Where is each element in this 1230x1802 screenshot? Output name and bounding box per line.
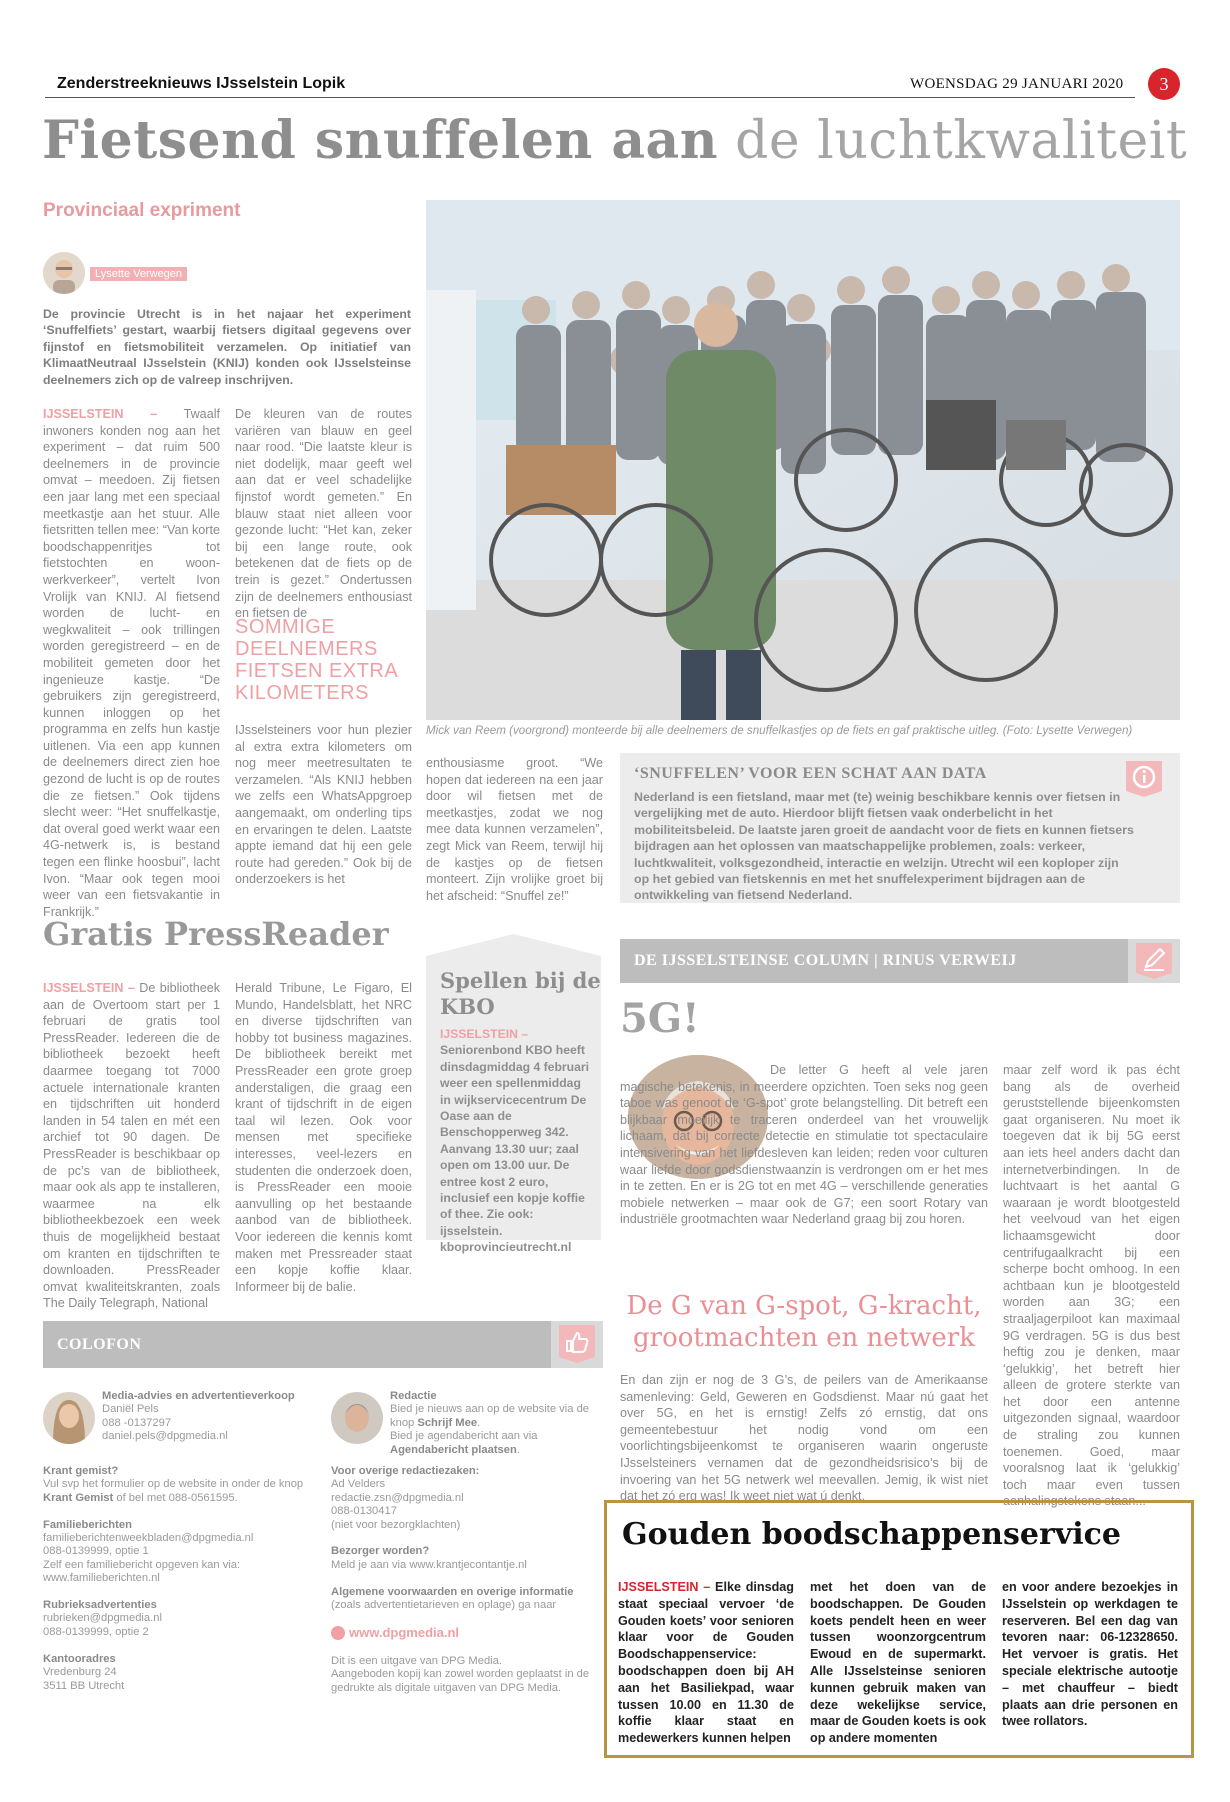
- kbo-dateline: IJSSELSTEIN –: [440, 1027, 529, 1041]
- info-icon: [1122, 757, 1166, 801]
- page-number: 3: [1148, 68, 1180, 100]
- kbo-title: Spellen bij de KBO: [440, 968, 601, 1019]
- agendabericht-link[interactable]: Agendabericht plaatsen: [390, 1443, 517, 1456]
- overige-note: (niet voor bezorgklachten): [331, 1518, 461, 1531]
- column-paragraph-2: En dan zijn er nog de 3 G’s, de peilers van de Amerikaanse samenleving: Geld, Geweren en Godsdienst. Maar nú gaat het over 5G, en het is ernstig! Zelfs zó ernstig, dat ons gemeentebestuur het nodig vond om een voorlichtingsbijeenkomst te organiseren waarin ongeruste IJsselsteiners vernamen dat de gezondheidsrisico’s bij de invoering van het 5G netwerk wel meevallen. Jemig, ik wist niet dat het zó erg was! Ik weet niet wat ú denkt,: [620, 1373, 988, 1504]
- lead-photo: [426, 200, 1180, 720]
- gouden-column-1: [618, 1579, 794, 1747]
- gouden-col1-text: Elke dinsdag staat speciaal vervoer ‘de Gouden koets’ voor senioren klaar voor de Gouden Boodschappenservice: boodschappen doen bij AH aan het Basiliekpad, waar tussen 10.00 en 11.30 de koffie klaar staat en medewerkers kunnen helpen: [618, 1580, 795, 1746]
- gouden-dateline: IJSSELSTEIN –: [618, 1580, 711, 1594]
- media-heading: Media-advies en advertentieverkoop: [102, 1390, 295, 1402]
- kantooradres-street: Vredenburg 24: [43, 1666, 117, 1679]
- redactie-block: Redactie Bied je nieuws aan op de website via de knop Schrijf Mee. Bied je agendabericht aan via Agendabericht plaatsen.: [390, 1390, 590, 1456]
- krant-gemist-heading: Krant gemist?: [43, 1465, 119, 1477]
- column-bar-title: DE IJSSELSTEINSE COLUMN | RINUS VERWEIJ: [634, 952, 1017, 969]
- colofon-title: COLOFON: [57, 1336, 142, 1353]
- media-name: Daniël Pels: [102, 1403, 159, 1416]
- voorwaarden-heading: Algemene voorwaarden en overige informatie: [331, 1585, 574, 1598]
- column-title: 5G!: [620, 995, 700, 1042]
- kantooradres-heading: Kantooradres: [43, 1652, 116, 1665]
- issue-date: WOENSDAG 29 JANUARI 2020: [910, 76, 1124, 92]
- media-advice-block: [102, 1390, 302, 1444]
- redactie-text-1: Bied je nieuws aan op de website via de knop: [390, 1403, 590, 1429]
- headline-bold: Fietsend snuffelen aan: [42, 110, 719, 171]
- headline-light: de luchtkwaliteit: [735, 111, 1188, 171]
- intro-paragraph: De provincie Utrecht is in het najaar het experiment ‘Snuffelfiets’ gestart, waarbij fietsers digitaal gegevens over fijnstof en fietsmobiliteit verzamelen. Op initiatief van KlimaatNeutraal IJsselstein (KNIJ) konden ook IJsselsteinse deelnemers zich op de valreep inschrijven.: [43, 307, 411, 387]
- editor-photo: [331, 1392, 383, 1444]
- info-box-title: ‘SNUFFELEN’ VOOR EEN SCHAT AAN DATA: [634, 765, 987, 782]
- colofon-left: [43, 1465, 323, 1693]
- gouden-box: [604, 1500, 1194, 1758]
- pressreader-column-1: [43, 980, 220, 1312]
- rubrieks-phone: 088-0139999, optie 2: [43, 1625, 149, 1638]
- overige-email[interactable]: redactie.zsn@dpgmedia.nl: [331, 1491, 464, 1504]
- footer-text-2: Aangeboden kopij kan zowel worden geplaatst in de gedrukte als digitale uitgaven van DPG Media.: [331, 1668, 590, 1694]
- pencil-icon: [1128, 939, 1180, 983]
- column-bar: [620, 939, 1180, 983]
- kicker: Provinciaal expriment: [43, 200, 241, 221]
- column-paragraph-3: maar zelf word ik pas écht bang als de overheid geruststellende bijeenkomsten gaat organiseren. Nu moet ik toegeven dat ik bij 5G eerst aan iets heel anders dacht dan internetverbindingen. In de luchtvaart is het aantal G waaraan je wordt blootgesteld het veelvoud van het eigen lichaamsgewicht door centrifugaalkracht bij een scherpe bocht omhoog. In een achtbaan kun je blootgesteld worden aan 3G; een straaljagerpiloot kan maximaal 9G verdragen. 5G is dus best heftig zou je denken, maar ‘gelukkig’, het betreft hier alleen de grotere sterkte van het door een antenne uitgezonden signaal, waardoor de straling zou kunnen toenemen. Goed, maar vooralsnog laat ik ‘gelukkig’ toch maar even tussen aanhalingstekens staan...: [1003, 1063, 1180, 1509]
- schrijf-mee-link[interactable]: Schrijf Mee: [417, 1416, 478, 1429]
- redactie-heading: Redactie: [390, 1390, 437, 1402]
- redactie-text-2: Bied je agendabericht aan via: [390, 1430, 538, 1443]
- globe-icon: [331, 1626, 345, 1640]
- krant-gemist-phone: of bel met 088-0561595.: [116, 1491, 238, 1504]
- bezorger-text: Meld je aan via www.krantjecontantje.nl: [331, 1558, 527, 1571]
- kbo-body: Seniorenbond KBO heeft dinsdagmiddag 4 februari weer een spellenmiddag in wijkservicecentrum De Oase aan de Benschopperweg 342. Aanvang 13.30 uur; zaal open om 13.00 uur. De entree kost 2 euro, inclusief een kopje koffie of thee. Zie ook: ijsselstein. kboprovincieutrecht.nl: [440, 1043, 589, 1255]
- main-headline: [42, 110, 1187, 171]
- column-paragraph-1: De letter G heeft al vele jaren magische betekenis, in meerdere opzichten. Toen seks nog geen taboe was genoot de ‘G-spot’ grote belangstelling. Dit betreft een blijkbaar moeilijk te traceren onderdeel van het vrouwelijk lichaam, dat bij correcte detectie en stimulatie tot spectaculaire intensivering van het liefdesleven kan leiden; reden voor culturen waar liefde door godsdienstwaanzin is verdrongen om er het mes in te zetten. En er is 2G tot en met 4G – verschillende generaties mobiele netwerken – maar ook de G7; een soort Rotary van industriële grootmachten waar Nederland graag bij zou horen.: [620, 1063, 988, 1227]
- colofon-bar: [43, 1321, 603, 1368]
- lead-column-2a: De kleuren van de routes variëren van blauw en geel naar rood. “Die laatste kleur is niet dodelijk, maar geeft wel aan dat er veel schadelijke fijnstof wordt gemeten.” En blauw staat niet alleen voor gezonde lucht: “Het kan, zeker bij een lange route, ook betekenen dat de fiets op de trein is gezet.” Ondertussen zijn de deelnemers enthousiast en fietsen de: [235, 407, 412, 621]
- lead-column-1: [43, 406, 220, 920]
- familieberichten-phone: 088-0139999, optie 1: [43, 1545, 149, 1558]
- familieberichten-note: Zelf een familiebericht opgeven kan via:: [43, 1558, 241, 1571]
- pressreader-dateline: IJSSELSTEIN –: [43, 981, 135, 995]
- pressreader-column-2: Herald Tribune, Le Figaro, El Mundo, Handelsblatt, het NRC en diverse tijdschriften van hobby tot business magazines. De bibliotheek bereikt met PressReader een grote groep anderstaligen, die graag een krant of tijdschrift in de eigen taal wil lezen. Ook voor mensen met specifieke interesses, veel-lezers en studenten die onderzoek doen, is PressReader een mooie aanvulling op het bestaande aanbod van de bibliotheek. Voor iedereen die kennis komt maken met Pressreader staat een kopje koffie klaar. Informeer bij de balie.: [235, 981, 412, 1294]
- dateline: IJSSELSTEIN –: [43, 407, 158, 421]
- gouden-title: Gouden boodschappenservice: [622, 1517, 1121, 1552]
- photo-caption: Mick van Reem (voorgrond) monteerde bij alle deelnemers de snuffelkastjes op de fiets en gaf praktische uitleg. (Foto: Lysette Verwegen): [426, 724, 1133, 737]
- info-box: [620, 753, 1180, 903]
- footer-text-1: Dit is een uitgave van DPG Media.: [331, 1654, 503, 1667]
- pressreader-col1-text: De bibliotheek aan de Overtoom start per 1 februari de gratis tool PressReader. Iedereen die de bibliotheek bezoekt heeft daarmee toegang tot 7000 actuele internationale kranten en tijdschriften uit honderd landen in 54 talen en mét een archief tot 90 dagen. De PressReader is beschikbaar op de pc’s van de bibliotheek, maar ook als app te installeren, waarmee na elk bibliotheekbezoek een week thuis de mogelijkheid bestaat om kranten en tijdschriften te downloaden. PressReader omvat kwaliteitskranten, zoals The Daily Telegraph, National: [43, 981, 221, 1311]
- bezorger-heading: Bezorger worden?: [331, 1545, 430, 1558]
- krant-gemist-text: Vul svp het formulier op de website in onder de knop: [43, 1478, 304, 1491]
- familieberichten-url[interactable]: www.familieberichten.nl: [43, 1572, 160, 1585]
- gouden-column-2: met het doen van de boodschappen. De Gouden koets pendelt heen en weer tussen woonzorgcentrum Ewoud en de supermarkt. Alle IJsselsteinse senioren kunnen gebruik maken van deze wekelijkse service, maar de Gouden koets is ook op andere momenten: [810, 1580, 986, 1746]
- publication-name: Zenderstreeknieuws IJsselstein Lopik: [57, 75, 346, 92]
- media-advisor-photo: [43, 1392, 95, 1444]
- familieberichten-heading: Familieberichten: [43, 1518, 132, 1531]
- overige-phone: 088-0130417: [331, 1505, 397, 1518]
- media-email[interactable]: daniel.pels@dpgmedia.nl: [102, 1430, 228, 1443]
- overige-name: Ad Velders: [331, 1478, 386, 1491]
- kbo-box: [426, 922, 601, 1255]
- info-box-text: Nederland is een fietsland, maar met (te) weinig beschikbare kennis over fietsen in vergelijking met de auto. Hierdoor blijft fietsen vaak onderbelicht in het mobiliteitsbeleid. De laatste jaren groeit de aandacht voor de fiets en kunnen fietsers bijdragen aan het oplossen van maatschappelijke problemen, zoals: verkeer, luchtkwaliteit, volksgezondheid, interactie en welzijn. Utrecht wil een koploper zijn op het gebied van fietskennis en met het snuffelexperiment bijdragen aan de ontwikkeling van fietsend Nederland.: [634, 790, 1134, 903]
- pressreader-title: Gratis PressReader: [43, 915, 389, 953]
- kbo-text: [440, 1026, 590, 1256]
- author-name: Lysette Verwegen: [90, 267, 187, 281]
- lead-col1-text: Twaalf inwoners konden nog aan het experiment – dat ruim 500 deelnemers in de provincie omvat – meedoen. Zij fietsen een jaar lang met een speciaal meetkastje aan het stuur. Alle fietsritten tellen mee: “Van korte boodschappenritjes tot fietstochten en woon-werkverkeer”, vertelt Ivon Vrolijk van KNIJ. Al fietsend worden de lucht- en wegkwaliteit – ook trillingen worden geregistreerd – en de mobiliteit gemeten door het ingenieuze kastje. “De gebruikers zijn geregistreerd, kunnen inloggen op het programma en zelfs hun kastje uitlenen. Via een app kunnen de deelnemers direct zien hoe gezond de lucht is op de routes die ze fietsen.” Ook tijdens slecht weer: “Het snuffelkastje, dat overal goed werkt waar een 4G-netwerk is, is bestand tegen een flinke hoosbui”, lacht Ivon. “Maar ook tegen mooi weer van een fietsvakantie in Frankrijk.”: [43, 407, 220, 919]
- overige-heading: Voor overige redactiezaken:: [331, 1465, 480, 1477]
- header-rule: [45, 97, 1135, 98]
- thumbs-up-icon: [551, 1321, 603, 1368]
- pull-quote: SOMMIGE DEELNEMERS FIETSEN EXTRA KILOMETERS: [235, 616, 398, 704]
- rubrieks-email[interactable]: rubrieken@dpgmedia.nl: [43, 1612, 162, 1625]
- column-subhead: De G van G-spot, G-kracht, grootmachten en netwerk: [626, 1291, 982, 1353]
- author-avatar: [43, 252, 85, 294]
- dpg-website-link[interactable]: www.dpgmedia.nl: [349, 1624, 460, 1640]
- colofon-right: [331, 1465, 606, 1695]
- media-phone: 088 -0137297: [102, 1416, 172, 1429]
- krant-gemist-link[interactable]: Krant Gemist: [43, 1491, 114, 1504]
- kantooradres-city: 3511 BB Utrecht: [43, 1679, 125, 1692]
- voorwaarden-text: (zoals advertentietarieven en oplage) ga naar: [331, 1599, 557, 1612]
- lead-column-3: enthousiasme groot. “We hopen dat iedereen na een jaar door wil fietsen met de meetkastjes, zodat we nog mee data kunnen verzamelen”, zegt Mick van Reem, terwijl hij de kastjes op de fietsen monteert. Zijn vrolijke groet bij het afscheid: “Snuffel ze!”: [426, 756, 603, 903]
- familieberichten-email[interactable]: familieberichtenweekbladen@dpgmedia.nl: [43, 1532, 254, 1545]
- gouden-column-3: en voor andere bezoekjes in IJsselstein op werkdagen te reserveren. Bel een dag van tevoren naar: 06-12328650. Het vervoer is gratis. Het speciale elektrische autootje – met chauffeur – biedt plaats aan drie personen en twee rollators.: [1002, 1580, 1178, 1729]
- lead-column-2b: IJsselsteiners voor hun plezier al extra extra kilometers om nog meer meetresultaten te verzamelen. “Als KNIJ hebben we zelfs een WhatsAppgroep aangemaakt, om onderling tips en ervaringen te delen. Laatste appte iemand dat hij een gele route had gereden.” Ook bij de onderzoekers is het: [235, 723, 412, 887]
- rubrieks-heading: Rubrieksadvertenties: [43, 1599, 157, 1612]
